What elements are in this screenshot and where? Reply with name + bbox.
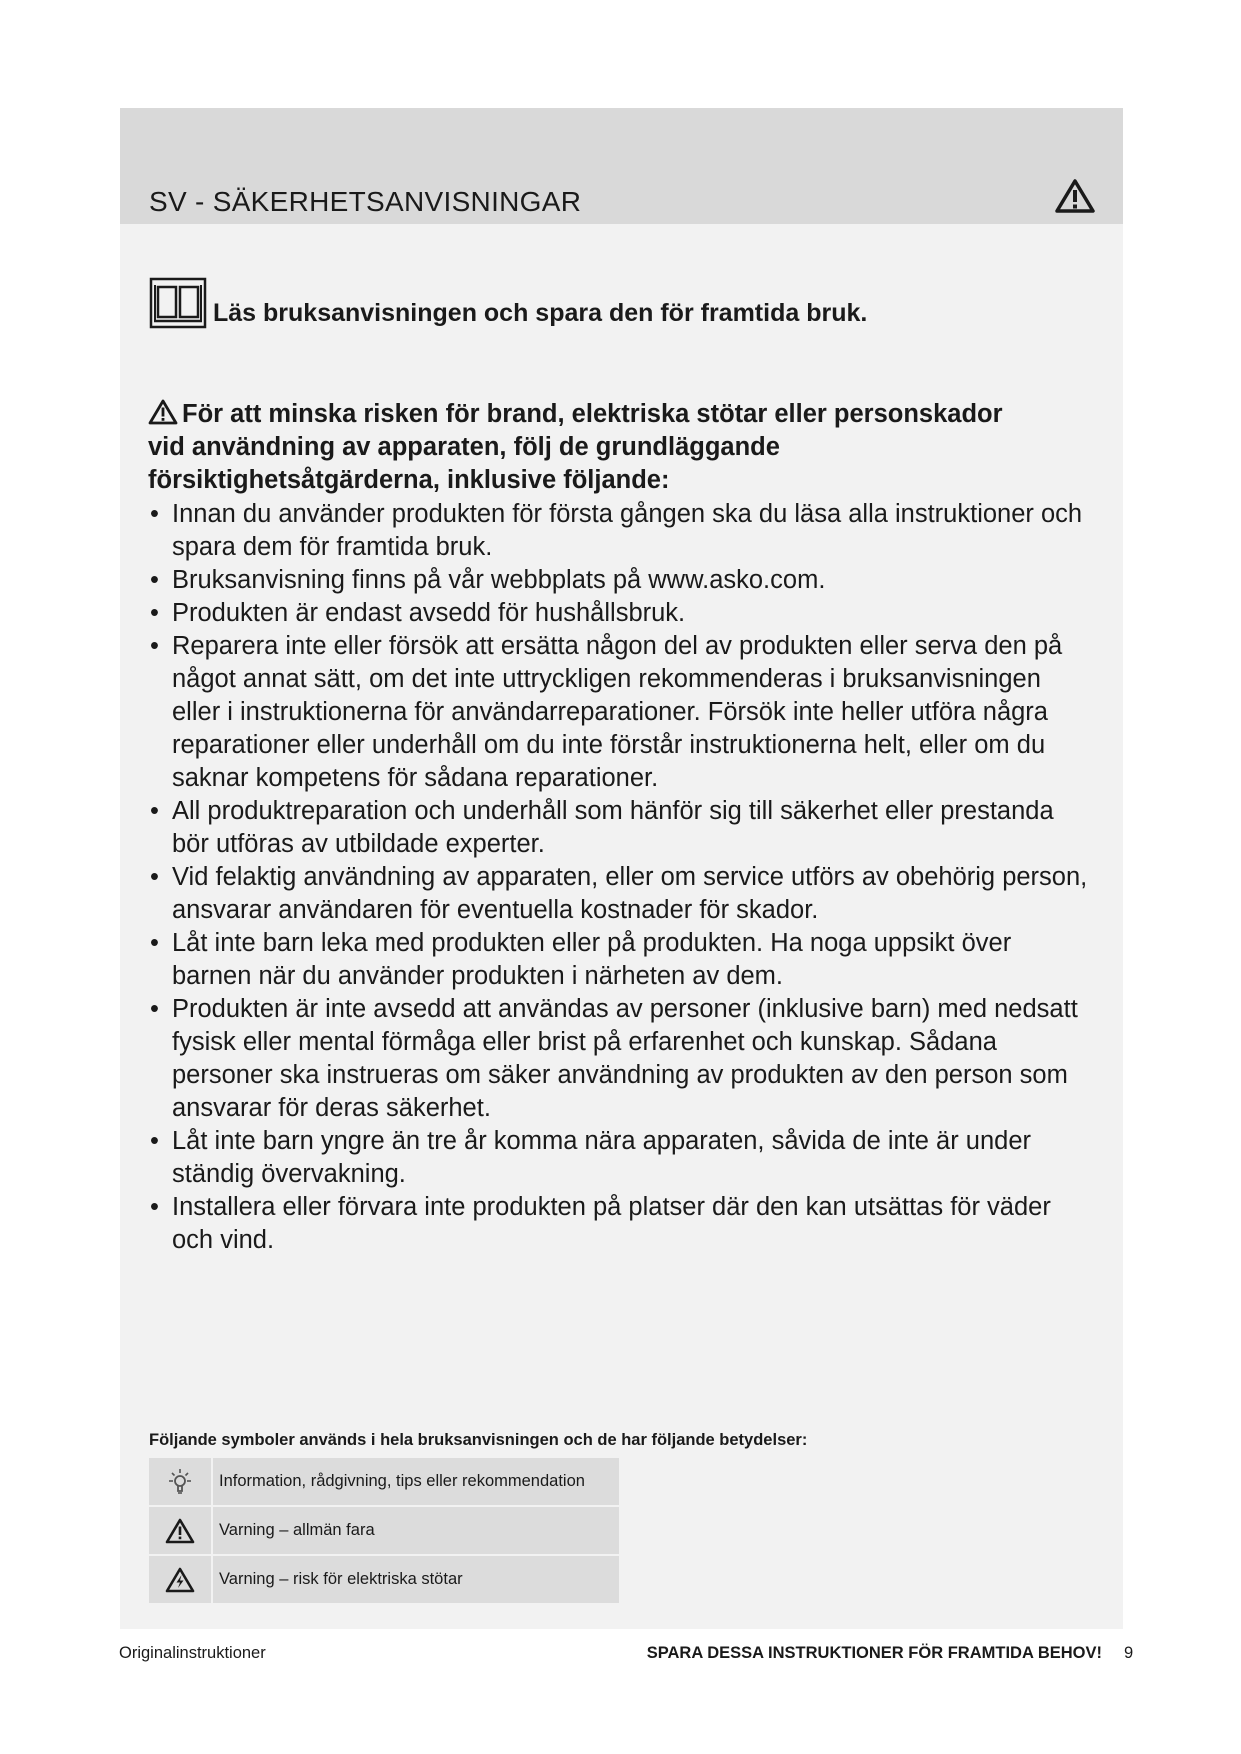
read-manual-text: Läs bruksanvisningen och spara den för framtida bruk. [213,299,868,327]
lightbulb-icon [165,1467,195,1497]
list-item [148,597,1088,630]
bullet-mark: • [150,863,159,891]
safety-bullet-list [148,498,1088,1257]
symbol-row [149,1458,619,1505]
list-item [148,861,1088,927]
warning-triangle-icon [1054,178,1096,214]
list-item-text: Låt inte barn yngre än tre år komma nära apparaten, såvida de inte är under ständig övervakning. [172,1127,1032,1188]
section-header [120,108,1123,224]
bullet-mark: • [150,500,159,528]
list-item [148,927,1088,993]
intro-text: För att minska risken för brand, elektriska stötar eller personskador vid användning av apparaten, följ de grundläggande försiktighetsåtgärderna, inklusive följande: [148,400,1003,494]
symbol-row [149,1556,619,1603]
list-item [148,1191,1088,1257]
list-item-text: All produktreparation och underhåll som hänför sig till säkerhet eller prestanda bör utföras av utbildade experter. [172,797,1054,858]
list-item-text: Produkten är inte avsedd att användas av personer (inklusive barn) med nedsatt fysisk eller mental förmåga eller brist på erfarenhet och kunskap. Sådana personer ska instrueras om säker användning av produkten av den person som ansvarar för deras säkerhet. [172,995,1078,1122]
electric-warning-icon [165,1567,195,1593]
list-item [148,630,1088,795]
list-item-text: Installera eller förvara inte produkten på platser där den kan utsättas för väder och vind. [172,1193,1051,1254]
list-item-text: Vid felaktig användning av apparaten, eller om service utförs av obehörig person, ansvarar användaren för eventuella kostnader för skador. [172,863,1088,924]
bullet-mark: • [150,929,159,957]
intro-paragraph [148,398,1028,497]
list-item-text: Reparera inte eller försök att ersätta någon del av produkten eller serva den på något annat sätt, om det inte uttryckligen rekommenderas i bruksanvisningen eller i instruktionerna för användarreparationer. Försök inte heller utföra några reparationer eller underhåll om du inte förstår instruktionerna helt, eller om du saknar kompetens för sådana reparationer. [172,632,1063,792]
warning-triangle-icon [165,1518,195,1544]
list-item [148,564,1088,597]
list-item [148,795,1088,861]
list-item-text: Bruksanvisning finns på vår webbplats på www.asko.com. [172,566,826,594]
bullet-mark: • [150,1193,159,1221]
bullet-mark: • [150,599,159,627]
bullet-mark: • [150,995,159,1023]
bullet-mark: • [150,797,159,825]
list-item-text: Produkten är endast avsedd för hushållsbruk. [172,599,686,627]
symbols-table [149,1458,619,1605]
list-item [148,993,1088,1125]
symbol-description: Varning – allmän fara [213,1507,619,1554]
page-number: 9 [1124,1644,1134,1662]
warning-triangle-icon [148,399,178,425]
bullet-mark: • [150,566,159,594]
safety-panel [120,108,1123,1629]
symbols-heading: Följande symboler används i hela bruksanvisningen och de har följande betydelser: [149,1431,808,1449]
bullet-mark: • [150,1127,159,1155]
list-item-text: Låt inte barn leka med produkten eller på produkten. Ha noga uppsikt över barnen när du använder produkten i närheten av dem. [172,929,1012,990]
open-book-icon [149,277,207,329]
section-title: SV - SÄKERHETSANVISNINGAR [149,186,582,217]
list-item [148,498,1088,564]
symbol-row [149,1507,619,1554]
list-item [148,1125,1088,1191]
footer-original-instructions: Originalinstruktioner [119,1644,266,1662]
symbol-description: Varning – risk för elektriska stötar [213,1556,619,1603]
list-item-text: Innan du använder produkten för första gången ska du läsa alla instruktioner och spara dem för framtida bruk. [172,500,1083,561]
footer-save-instructions: SPARA DESSA INSTRUKTIONER FÖR FRAMTIDA BEHOV! [646,1644,1102,1662]
bullet-mark: • [150,632,159,660]
symbol-description: Information, rådgivning, tips eller rekommendation [213,1458,619,1505]
